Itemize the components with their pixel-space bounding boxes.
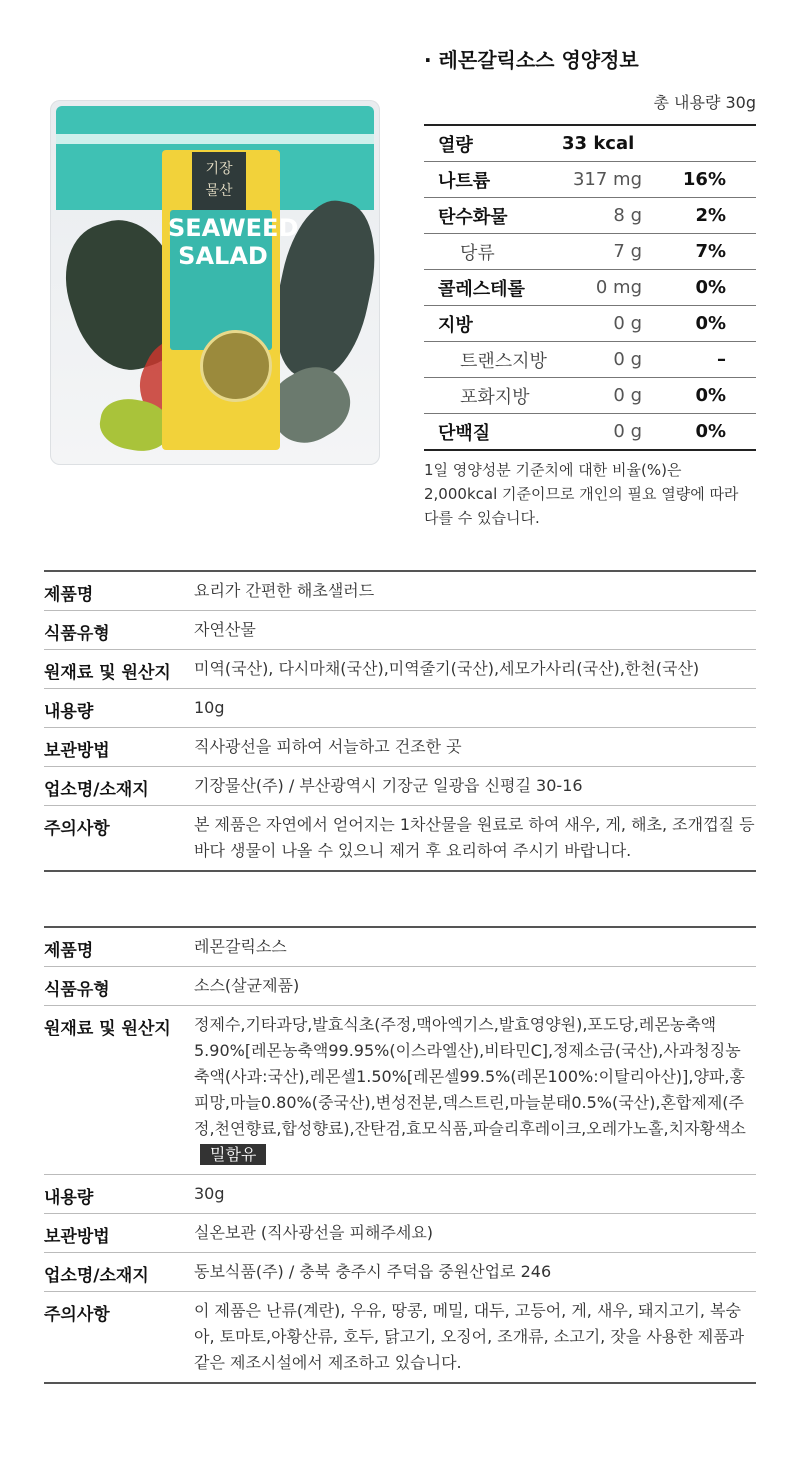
nutrition-row-cholesterol: 콜레스테롤 0 mg 0% (424, 270, 756, 306)
info-row: 내용량 30g (44, 1175, 756, 1214)
ingredients-text: 정제수,기타과당,발효식초(주정,맥아엑기스,발효영양원),포도당,레몬농축액5.90%[레몬농축액99.95%(이스라엘산),비타민C],정제소금(국산),사과청징농축액(사과:국산),레몬셀1.50%[레몬셀99.5%(레몬100%:이탈리아산)],양파,홍피망,마늘0.80%(중국산),변성전분,덱스트린,마늘분태0.5%(국산),혼합제제(주정,천연향료,합성향료),잔탄검,효모식품,파슬리후레이크,오레가노홀,치자황색소 (194, 1015, 746, 1138)
info-row: 식품유형 소스(살균제품) (44, 967, 756, 1006)
salad-info-table (44, 570, 756, 872)
nutrition-row-carbs: 탄수화물 8 g 2% (424, 198, 756, 234)
info-row: 식품유형 자연산물 (44, 611, 756, 650)
nutrition-row-fat: 지방 0 g 0% (424, 306, 756, 342)
brand-logo: 기장 물산 (192, 152, 246, 210)
info-row: 원재료 및 원산지 미역(국산), 다시마채(국산),미역줄기(국산),세모가사리(국산),한천(국산) (44, 650, 756, 689)
info-row: 원재료 및 원산지 정제수,기타과당,발효식초(주정,맥아엑기스,발효영양원),포도당,레몬농축액5.90%[레몬농축액99.95%(이스라엘산),비타민C],정제소금(국산),사과청징농축액(사과:국산),레몬셀1.50%[레몬셀99.5%(레몬100%:이탈리아산)],양파,홍피망,마늘0.80%(중국산),변성전분,덱스트린,마늘분태0.5%(국산),혼합제제(주정,천연향료,합성향료),잔탄검,효모식품,파슬리후레이크,오레가노홀,치자황색소밀함유 (44, 1006, 756, 1175)
info-row: 업소명/소재지 기장물산(주) / 부산광역시 기장군 일광읍 신평길 30-16 (44, 767, 756, 806)
sauce-badge (200, 330, 272, 402)
sauce-info-table (44, 926, 756, 1384)
package-title: SEAWEED SALAD (168, 214, 299, 270)
nutrition-row-protein: 단백질 0 g 0% (424, 414, 756, 451)
nutrition-row-trans-fat: 트랜스지방 0 g – (424, 342, 756, 378)
product-image (50, 100, 380, 465)
nutrition-table (424, 124, 756, 451)
nutrition-row-sugars: 당류 7 g 7% (424, 234, 756, 270)
info-row: 보관방법 실온보관 (직사광선을 피해주세요) (44, 1214, 756, 1253)
nutrition-total: 총 내용량 30g (653, 93, 756, 112)
nutrition-note: 1일 영양성분 기준치에 대한 비율(%)은 2,000kcal 기준이므로 개인의 필요 열량에 따라 다를 수 있습니다. (424, 461, 739, 527)
nutrition-row-calories: 열량 33 kcal (424, 126, 756, 162)
info-row: 주의사항 이 제품은 난류(계란), 우유, 땅콩, 메밀, 대두, 고등어, 게, 새우, 돼지고기, 복숭아, 토마토,아황산류, 호두, 닭고기, 오징어, 조개류, 소고기, 잣을 사용한 제품과 같은 제조시설에서 제조하고 있습니다. (44, 1292, 756, 1384)
package-bag (50, 100, 380, 465)
nutrition-row-saturated-fat: 포화지방 0 g 0% (424, 378, 756, 414)
allergen-badge: 밀함유 (200, 1144, 266, 1165)
info-row: 제품명 요리가 간편한 해초샐러드 (44, 572, 756, 611)
info-row: 내용량 10g (44, 689, 756, 728)
info-row: 업소명/소재지 동보식품(주) / 충북 충주시 주덕읍 중원산업로 246 (44, 1253, 756, 1292)
nutrition-title: · 레몬갈릭소스 영양정보 (424, 48, 639, 72)
info-row: 보관방법 직사광선을 피하여 서늘하고 건조한 곳 (44, 728, 756, 767)
info-row: 주의사항 본 제품은 자연에서 얻어지는 1차산물을 원료로 하여 새우, 게, 해초, 조개껍질 등 바다 생물이 나올 수 있으니 제거 후 요리하여 주시기 바랍니다. (44, 806, 756, 872)
info-row: 제품명 레몬갈릭소스 (44, 928, 756, 967)
nutrition-row-sodium: 나트륨 317 mg 16% (424, 162, 756, 198)
